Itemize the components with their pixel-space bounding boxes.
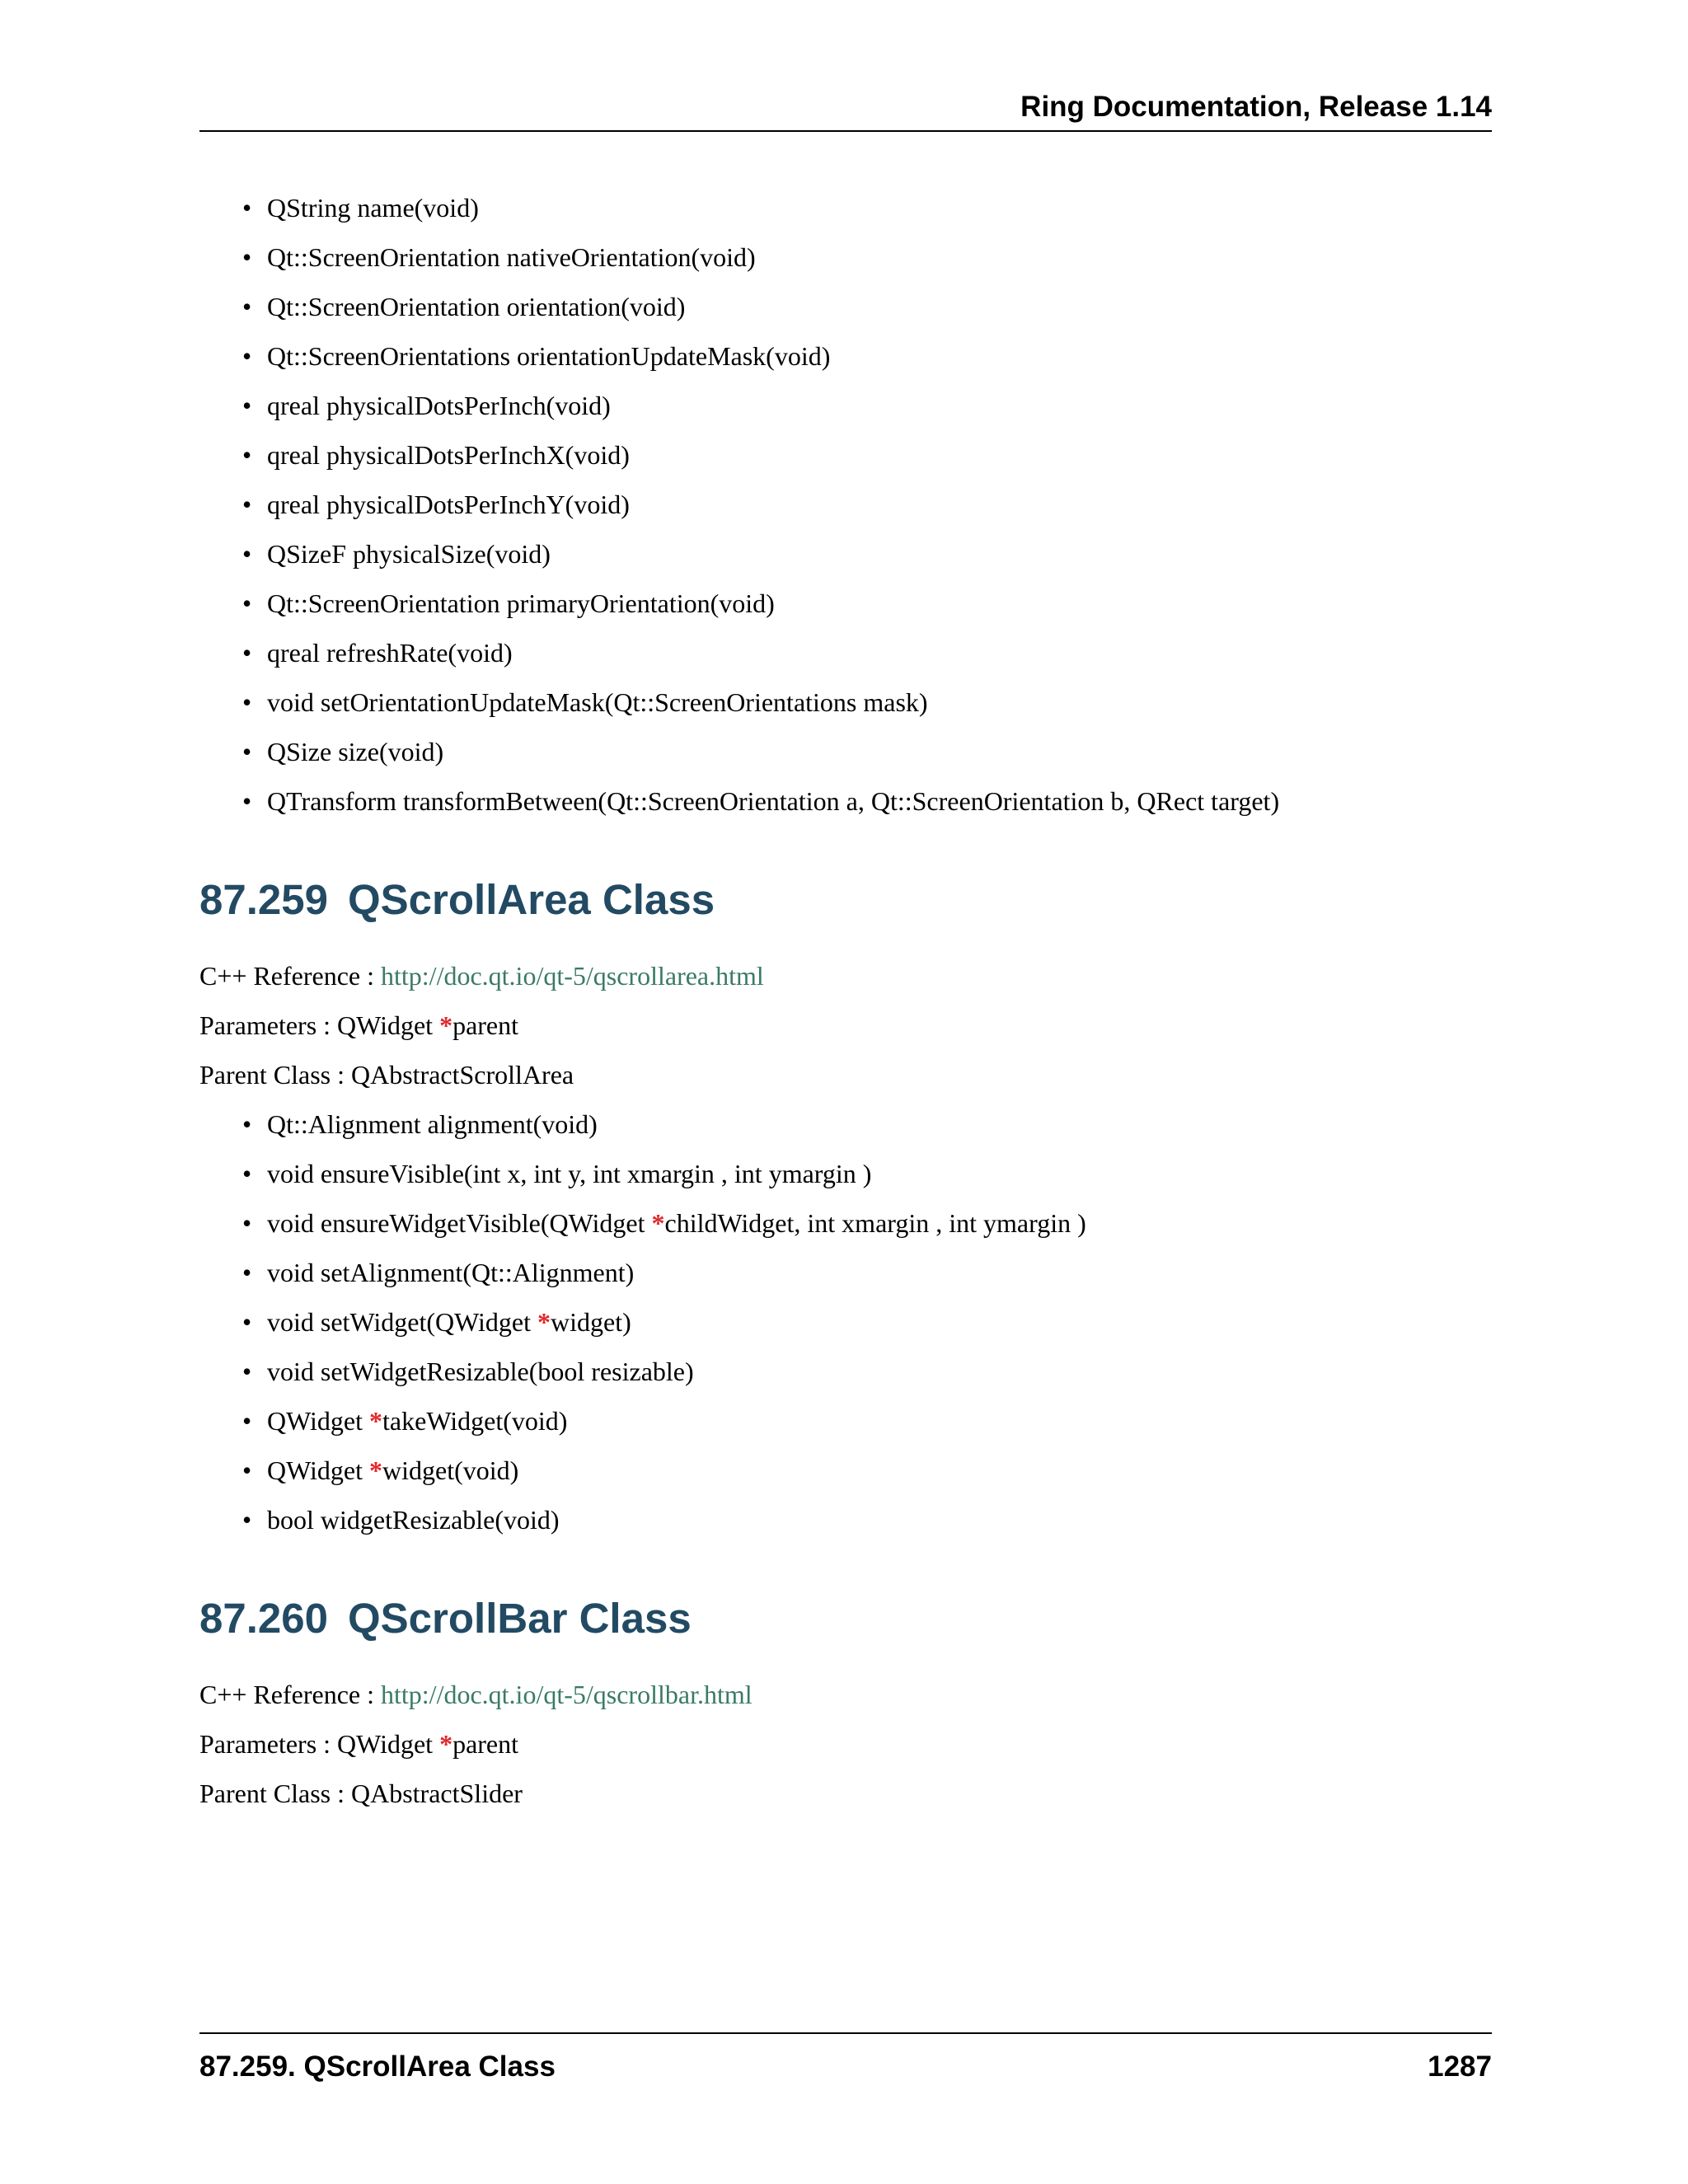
bullet-icon: •: [242, 737, 252, 766]
method-text: qreal physicalDotsPerInchX(void): [267, 440, 630, 470]
bullet-icon: •: [242, 1109, 252, 1139]
section-title: QScrollArea Class: [348, 876, 715, 923]
method-text: QSizeF physicalSize(void): [267, 539, 551, 569]
reference-label: C++ Reference :: [199, 1680, 381, 1709]
list-item: [242, 1305, 1492, 1338]
cpp-reference: [199, 1678, 1492, 1711]
bullet-icon: •: [242, 391, 252, 420]
method-text: void setAlignment(Qt::Alignment): [267, 1258, 635, 1287]
bullet-icon: •: [242, 1406, 252, 1436]
list-item: [242, 537, 1492, 570]
bullet-icon: •: [242, 1258, 252, 1287]
pointer-star: *: [651, 1208, 665, 1238]
list-item: [242, 1404, 1492, 1437]
bullet-icon: •: [242, 1455, 252, 1485]
method-text: bool widgetResizable(void): [267, 1505, 560, 1535]
method-text: void setWidgetResizable(bool resizable): [267, 1357, 694, 1386]
method-text: QString name(void): [267, 193, 479, 223]
pointer-star: *: [439, 1729, 453, 1759]
pointer-star: *: [537, 1307, 551, 1337]
page-header: [199, 91, 1492, 132]
list-item: [242, 241, 1492, 274]
parameters-name: parent: [452, 1010, 519, 1040]
list-item: [242, 1157, 1492, 1190]
method-text-rest: widget): [551, 1307, 631, 1337]
method-text-rest: takeWidget(void): [382, 1406, 568, 1436]
footer-section-title: 87.259. QScrollArea Class: [199, 2050, 556, 2083]
bullet-icon: •: [242, 786, 252, 816]
pointer-star: *: [369, 1455, 383, 1485]
method-text: Qt::ScreenOrientation primaryOrientation(void): [267, 588, 775, 618]
bullet-icon: •: [242, 1357, 252, 1386]
section-heading-qscrollarea: [199, 875, 1492, 925]
section-number: 87.259: [199, 876, 328, 923]
bullet-icon: •: [242, 292, 252, 321]
method-text: Qt::Alignment alignment(void): [267, 1109, 598, 1139]
parent-class: Parent Class : QAbstractScrollArea: [199, 1060, 574, 1090]
method-text: Qt::ScreenOrientation orientation(void): [267, 292, 686, 321]
method-list-qscrollarea: [199, 1108, 1492, 1536]
list-item: [242, 1454, 1492, 1487]
method-text: void setOrientationUpdateMask(Qt::ScreenOrientations mask): [267, 687, 928, 717]
bullet-icon: •: [242, 539, 252, 569]
list-item: [242, 1355, 1492, 1388]
list-item: [242, 438, 1492, 471]
method-text: void setWidget(QWidget: [267, 1307, 538, 1337]
list-item: [242, 389, 1492, 422]
parameters-label: Parameters : QWidget: [199, 1729, 440, 1759]
bullet-icon: •: [242, 1307, 252, 1337]
reference-link[interactable]: http://doc.qt.io/qt-5/qscrollarea.html: [381, 961, 764, 991]
list-item: [242, 1503, 1492, 1536]
method-text: void ensureVisible(int x, int y, int xmargin , int ymargin ): [267, 1159, 872, 1188]
method-text: void ensureWidgetVisible(QWidget: [267, 1208, 652, 1238]
list-item: [242, 785, 1492, 818]
page-footer: [199, 2032, 1492, 2083]
bullet-icon: •: [242, 638, 252, 668]
method-text: qreal physicalDotsPerInchY(void): [267, 490, 630, 519]
method-text: qreal refreshRate(void): [267, 638, 513, 668]
reference-link[interactable]: http://doc.qt.io/qt-5/qscrollbar.html: [381, 1680, 753, 1709]
parameters: [199, 1009, 1492, 1042]
list-item: [242, 1207, 1492, 1240]
bullet-icon: •: [242, 440, 252, 470]
list-item: [242, 340, 1492, 373]
bullet-icon: •: [242, 588, 252, 618]
bullet-icon: •: [242, 242, 252, 272]
document-title: Ring Documentation, Release 1.14: [1020, 91, 1492, 123]
method-text-rest: childWidget, int xmargin , int ymargin ): [664, 1208, 1086, 1238]
bullet-icon: •: [242, 687, 252, 717]
pointer-star: *: [369, 1406, 383, 1436]
method-text: QSize size(void): [267, 737, 444, 766]
parameters-label: Parameters : QWidget: [199, 1010, 440, 1040]
method-text: QWidget: [267, 1455, 370, 1485]
list-item: [242, 587, 1492, 620]
list-item: [242, 1256, 1492, 1289]
bullet-icon: •: [242, 1208, 252, 1238]
cpp-reference: [199, 959, 1492, 992]
section-title: QScrollBar Class: [348, 1595, 692, 1642]
method-text: Qt::ScreenOrientation nativeOrientation(void): [267, 242, 756, 272]
method-text: QWidget: [267, 1406, 370, 1436]
bullet-icon: •: [242, 1159, 252, 1188]
list-item: [242, 488, 1492, 521]
parameters-name: parent: [452, 1729, 519, 1759]
bullet-icon: •: [242, 193, 252, 223]
section-number: 87.260: [199, 1595, 328, 1642]
list-item: [242, 1108, 1492, 1141]
parent-class: Parent Class : QAbstractSlider: [199, 1779, 523, 1808]
method-text: Qt::ScreenOrientations orientationUpdateMask(void): [267, 341, 831, 371]
pointer-star: *: [439, 1010, 453, 1040]
method-text-rest: widget(void): [382, 1455, 519, 1485]
bullet-icon: •: [242, 490, 252, 519]
parameters: [199, 1727, 1492, 1760]
method-list-qscreen: [199, 191, 1492, 818]
list-item: [242, 686, 1492, 719]
list-item: [242, 735, 1492, 768]
section-heading-qscrollbar: [199, 1594, 1492, 1643]
page-content: [199, 191, 1492, 1826]
reference-label: C++ Reference :: [199, 961, 381, 991]
bullet-icon: •: [242, 1505, 252, 1535]
method-text: QTransform transformBetween(Qt::ScreenOrientation a, Qt::ScreenOrientation b, QRect target): [267, 786, 1280, 816]
list-item: [242, 290, 1492, 323]
bullet-icon: •: [242, 341, 252, 371]
page-number: 1287: [1428, 2050, 1492, 2083]
list-item: [242, 636, 1492, 669]
list-item: [242, 191, 1492, 224]
method-text: qreal physicalDotsPerInch(void): [267, 391, 611, 420]
